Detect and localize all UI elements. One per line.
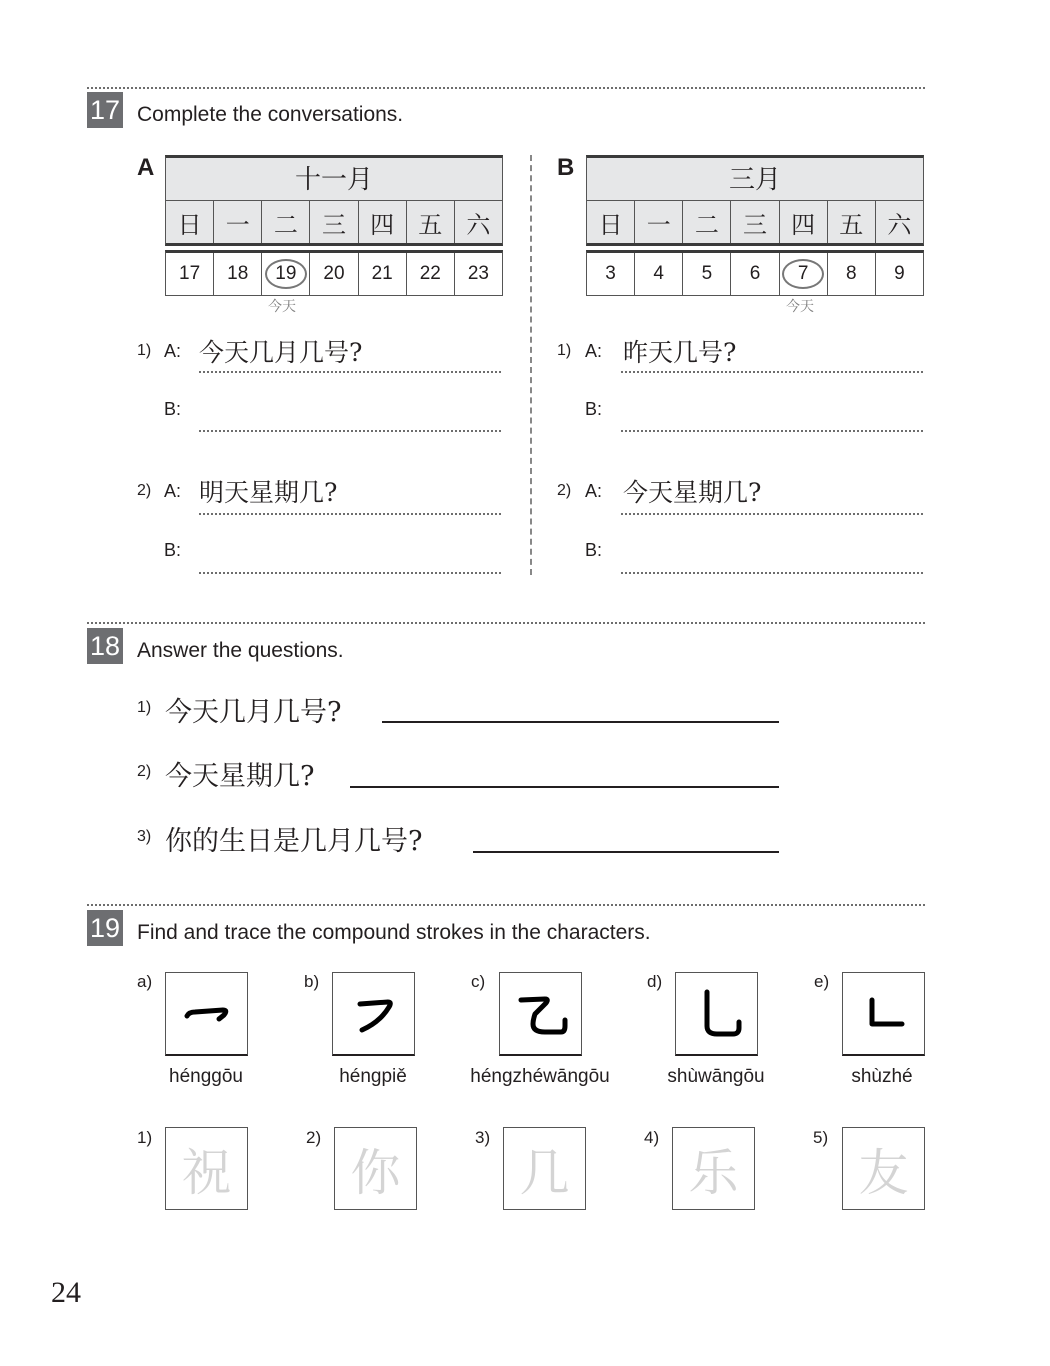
question-text: 今天星期几? (623, 478, 762, 507)
calendar-letter: A (137, 154, 155, 181)
shuwangou-stroke-icon (689, 986, 745, 1042)
date-value: 22 (419, 263, 441, 284)
date-value: 9 (894, 263, 905, 284)
today-circled-date: 7 (782, 259, 824, 289)
answer-line[interactable] (382, 721, 779, 723)
trace-character-box[interactable]: 乐 (672, 1127, 755, 1210)
question-number: 2) (137, 763, 152, 780)
question-number: 3) (137, 828, 152, 845)
date-cell (780, 253, 828, 295)
date-cell (455, 253, 502, 295)
weekday-row (586, 200, 924, 246)
date-cell (635, 253, 683, 295)
trace-character-box[interactable]: 几 (503, 1127, 586, 1210)
item-label: b) (304, 972, 320, 991)
weekday-cell: 五 (828, 201, 876, 243)
hengpie-stroke-icon (346, 986, 402, 1042)
date-value: 5 (701, 263, 713, 284)
exercise-number: 17 (87, 92, 123, 128)
speaker-a-label: A: (585, 341, 603, 361)
answer-line[interactable] (621, 371, 923, 373)
date-value: 6 (749, 263, 761, 284)
date-value: 17 (179, 263, 201, 284)
date-value: 3 (605, 263, 616, 284)
date-value: 18 (227, 263, 249, 284)
date-row (165, 250, 503, 296)
shuzhe-stroke-icon (856, 986, 912, 1042)
weekday-cell: 四 (359, 201, 407, 243)
answer-line[interactable] (350, 786, 779, 788)
stroke-pinyin: héngzhéwāngōu (470, 1066, 610, 1087)
answer-line[interactable] (621, 572, 923, 574)
stroke-pinyin: hénggōu (169, 1066, 243, 1087)
date-cell (828, 253, 876, 295)
item-label: 1) (137, 1128, 153, 1147)
stroke-pinyin: héngpiě (339, 1066, 407, 1087)
answer-line[interactable] (199, 572, 501, 574)
stroke-pinyin: shùwāngōu (667, 1066, 765, 1087)
date-cell (587, 253, 635, 295)
today-circled-date: 19 (265, 259, 307, 289)
question-number: 2) (557, 482, 572, 499)
item-label: 4) (644, 1128, 660, 1147)
date-cell (876, 253, 923, 295)
section-divider (87, 87, 925, 89)
item-label: a) (137, 972, 153, 991)
exercise-title: Find and trace the compound strokes in the characters. (137, 921, 651, 944)
calendar-month: 十一月 (165, 155, 503, 200)
calendar-month: 三月 (586, 155, 924, 200)
speaker-a-label: A: (585, 481, 603, 501)
exercise-number: 18 (87, 628, 123, 664)
answer-line[interactable] (473, 851, 779, 853)
item-label: e) (814, 972, 830, 991)
stroke-pinyin: shùzhé (851, 1066, 913, 1087)
weekday-cell: 四 (780, 201, 828, 243)
item-label: 3) (475, 1128, 491, 1147)
hengzhewangou-stroke-icon (513, 986, 569, 1042)
date-value: 8 (845, 263, 857, 284)
question-number: 2) (137, 482, 152, 499)
page-number: 24 (51, 1276, 81, 1309)
question-number: 1) (137, 699, 152, 716)
question-text: 今天星期几? (165, 761, 315, 792)
weekday-cell: 六 (466, 210, 491, 239)
answer-line[interactable] (199, 430, 501, 432)
weekday-cell: 二 (683, 201, 731, 243)
stroke-box (842, 972, 925, 1056)
weekday-cell: 一 (635, 201, 683, 243)
date-value: 23 (467, 263, 489, 284)
weekday-cell: 三 (731, 201, 779, 243)
date-cell (310, 253, 358, 295)
speaker-b-label: B: (585, 399, 603, 419)
answer-line[interactable] (199, 513, 501, 515)
trace-character-box[interactable]: 祝 (165, 1127, 248, 1210)
weekday-cell: 二 (262, 201, 310, 243)
answer-line[interactable] (199, 371, 501, 373)
question-number: 1) (557, 342, 572, 359)
date-cell (683, 253, 731, 295)
date-cell (731, 253, 779, 295)
exercise-number: 19 (87, 910, 123, 946)
calendar-a (165, 155, 503, 296)
question-text: 你的生日是几月几号? (165, 826, 423, 857)
speaker-b-label: B: (585, 540, 603, 560)
trace-character-box[interactable]: 你 (334, 1127, 417, 1210)
item-label: 5) (813, 1128, 829, 1147)
exercise-title: Complete the conversations. (137, 103, 404, 126)
weekday-cell: 六 (887, 210, 912, 239)
speaker-a-label: A: (164, 481, 182, 501)
weekday-cell: 五 (407, 201, 455, 243)
calendar-letter: B (557, 154, 575, 181)
date-value: 20 (323, 263, 345, 284)
calendar-b (586, 155, 924, 296)
date-cell (359, 253, 407, 295)
date-cell (166, 253, 214, 295)
weekday-cell: 三 (310, 201, 358, 243)
speaker-b-label: B: (164, 540, 182, 560)
weekday-row (165, 200, 503, 246)
today-label: 今天 (786, 299, 814, 315)
section-divider (87, 904, 925, 906)
weekday-cell: 日 (587, 201, 635, 243)
question-text: 明天星期几? (199, 478, 338, 507)
exercise-title: Answer the questions. (137, 639, 344, 662)
stroke-box (332, 972, 415, 1056)
date-cell (407, 253, 455, 295)
henggou-stroke-icon (179, 986, 235, 1042)
answer-line[interactable] (621, 513, 923, 515)
weekday-cell: 日 (166, 201, 214, 243)
speaker-a-label: A: (164, 341, 182, 361)
question-text: 昨天几号? (623, 338, 737, 367)
answer-line[interactable] (621, 430, 923, 432)
speaker-b-label: B: (164, 399, 182, 419)
section-divider (87, 622, 925, 624)
item-label: d) (647, 972, 663, 991)
weekday-cell: 一 (214, 201, 262, 243)
date-value: 4 (653, 263, 664, 284)
stroke-box (675, 972, 758, 1056)
date-cell (214, 253, 262, 295)
stroke-box (499, 972, 582, 1056)
trace-character-box[interactable]: 友 (842, 1127, 925, 1210)
column-divider (530, 155, 532, 575)
today-label: 今天 (268, 299, 296, 315)
item-label: 2) (306, 1128, 322, 1147)
question-number: 1) (137, 342, 152, 359)
item-label: c) (471, 972, 486, 991)
date-row (586, 250, 924, 296)
stroke-box (165, 972, 248, 1056)
date-value: 21 (371, 263, 393, 284)
date-cell (262, 253, 310, 295)
question-text: 今天几月几号? (165, 697, 342, 728)
question-text: 今天几月几号? (199, 338, 363, 367)
